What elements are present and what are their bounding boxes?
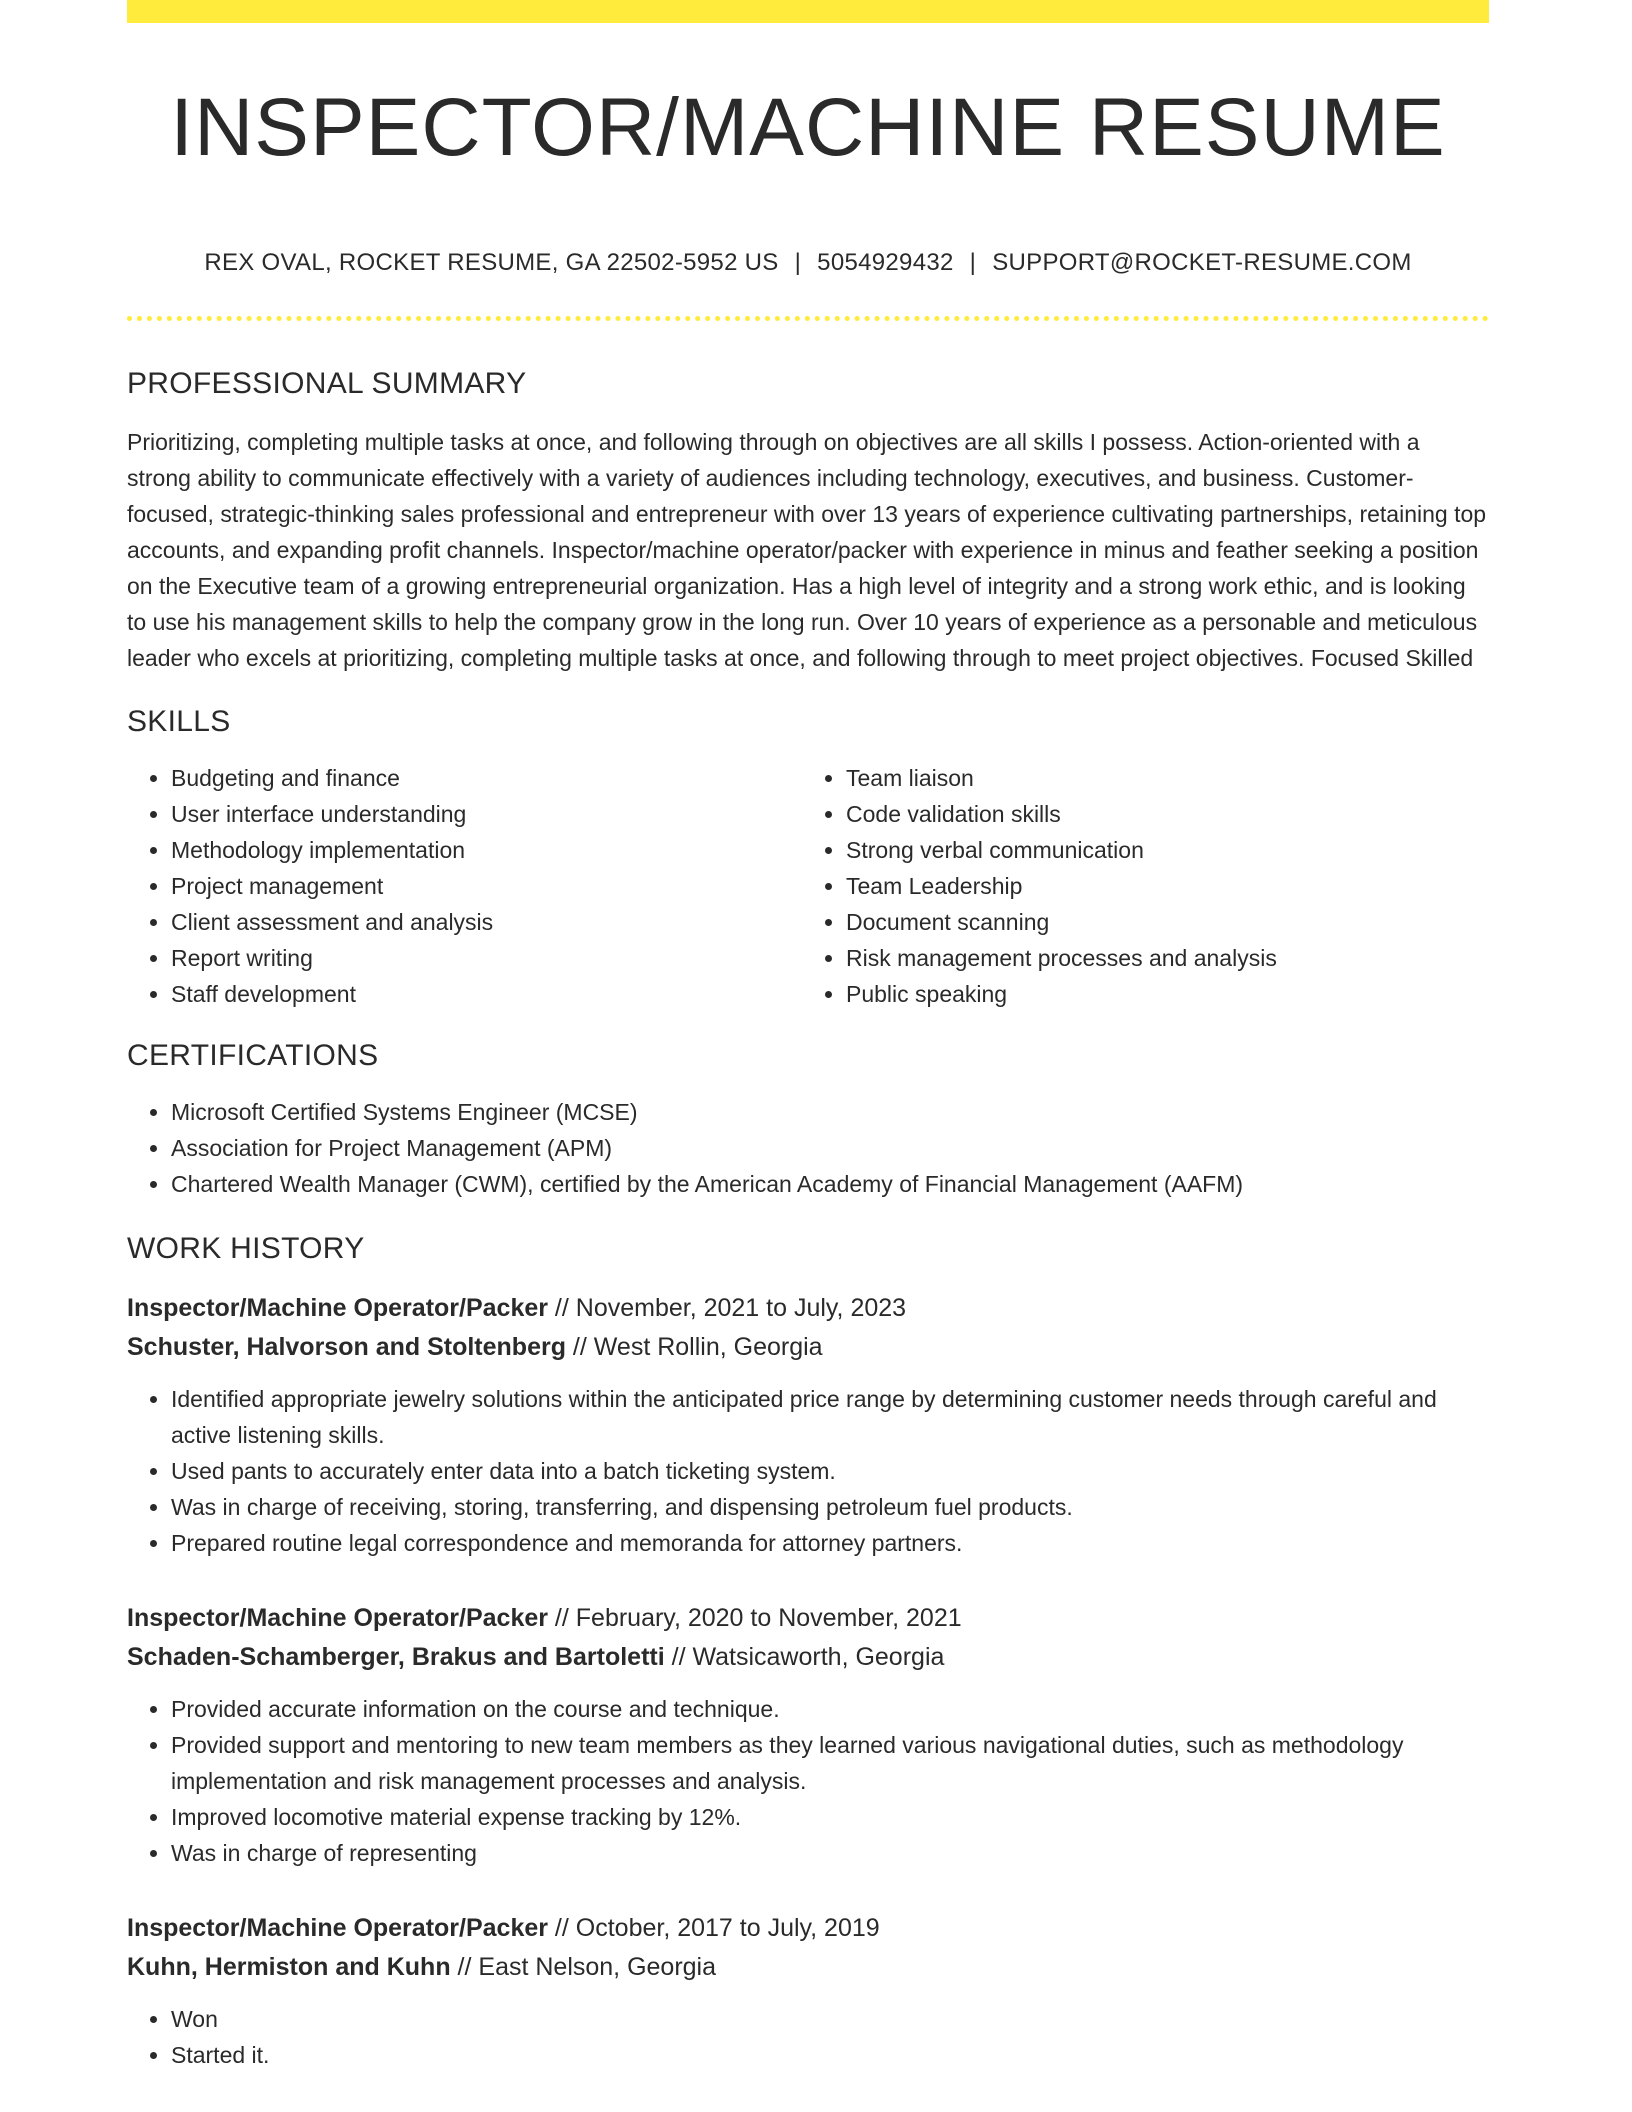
skill-item: • Document scanning xyxy=(846,904,1477,940)
skill-item: • Team liaison xyxy=(846,760,1477,796)
job-dates: // November, 2021 to July, 2023 xyxy=(547,1294,907,1322)
skill-item: • Team Leadership xyxy=(846,868,1477,904)
job-location: // West Rollin, Georgia xyxy=(565,1333,823,1361)
skill-item: • Risk management processes and analysis xyxy=(846,940,1477,976)
skill-item: • Code validation skills xyxy=(846,796,1477,832)
certifications-list xyxy=(127,1094,1489,1202)
certification-item: • Microsoft Certified Systems Engineer (MCSE) xyxy=(171,1094,1489,1130)
job-bullet: • Was in charge of representing xyxy=(171,1835,1489,1871)
skills-list xyxy=(127,760,1489,1012)
contact-separator: | xyxy=(969,249,977,276)
job-company: Schaden-Schamberger, Brakus and Bartoletti xyxy=(127,1643,665,1671)
job-company: Schuster, Halvorson and Stoltenberg xyxy=(127,1333,566,1361)
job-bullet: • Improved locomotive material expense tracking by 12%. xyxy=(171,1799,1489,1835)
certifications-heading: CERTIFICATIONS xyxy=(127,1039,379,1072)
skill-item: • Budgeting and finance xyxy=(171,760,802,796)
skills-column-left xyxy=(127,760,802,1012)
skill-item: • Methodology implementation xyxy=(171,832,802,868)
job-role-line xyxy=(127,1599,1489,1638)
skill-item: • User interface understanding xyxy=(171,796,802,832)
contact-address: REX OVAL, ROCKET RESUME, GA 22502-5952 US xyxy=(204,249,779,276)
contact-email: SUPPORT@ROCKET-RESUME.COM xyxy=(992,249,1412,276)
skills-column-right xyxy=(802,760,1477,1012)
job-company-line xyxy=(127,1328,1489,1367)
job-bullets xyxy=(127,1381,1489,1561)
certification-item: • Chartered Wealth Manager (CWM), certified by the American Academy of Financial Management (AAFM) xyxy=(171,1166,1489,1202)
summary-heading: PROFESSIONAL SUMMARY xyxy=(127,367,527,400)
job-bullet: • Prepared routine legal correspondence and memoranda for attorney partners. xyxy=(171,1525,1489,1561)
work-history-heading: WORK HISTORY xyxy=(127,1232,365,1265)
job-bullet: • Provided support and mentoring to new team members as they learned various navigational duties, such as methodology implementation and risk management processes and analysis. xyxy=(171,1727,1489,1799)
skill-item: • Client assessment and analysis xyxy=(171,904,802,940)
contact-line xyxy=(127,248,1489,278)
job-bullet: • Identified appropriate jewelry solutions within the anticipated price range by determining customer needs through careful and active listening skills. xyxy=(171,1381,1489,1453)
job-role: Inspector/Machine Operator/Packer xyxy=(127,1294,548,1322)
resume-content xyxy=(127,0,1489,2073)
job-location: // East Nelson, Georgia xyxy=(450,1953,717,1981)
skill-item: • Project management xyxy=(171,868,802,904)
job-company-line xyxy=(127,1638,1489,1677)
resume-title: INSPECTOR/MACHINE RESUME xyxy=(170,82,1446,173)
skill-item: • Strong verbal communication xyxy=(846,832,1477,868)
job-bullets xyxy=(127,1691,1489,1871)
job-bullet: • Used pants to accurately enter data into a batch ticketing system. xyxy=(171,1453,1489,1489)
skill-item: • Public speaking xyxy=(846,976,1477,1012)
job-entry xyxy=(127,1599,1489,1871)
job-role-line xyxy=(127,1909,1489,1948)
job-entry xyxy=(127,1289,1489,1561)
job-role: Inspector/Machine Operator/Packer xyxy=(127,1914,548,1942)
dotted-divider xyxy=(127,316,1489,321)
job-entry xyxy=(127,1909,1489,2073)
contact-phone: 5054929432 xyxy=(817,249,954,276)
job-bullet: • Provided accurate information on the course and technique. xyxy=(171,1691,1489,1727)
job-dates: // February, 2020 to November, 2021 xyxy=(547,1604,962,1632)
certification-item: • Association for Project Management (APM) xyxy=(171,1130,1489,1166)
job-bullet: • Was in charge of receiving, storing, transferring, and dispensing petroleum fuel products. xyxy=(171,1489,1489,1525)
summary-text: Prioritizing, completing multiple tasks at once, and following through on objectives are all skills I possess. Action-oriented with a strong ability to communicate effectively with a variety of audiences including technology, executives, and business. Customer-focused, strategic-thinking sales professional and entrepreneur with over 13 years of experience cultivating partnerships, retaining top accounts, and expanding profit channels. Inspector/machine operator/packer with experience in minus and feather seeking a position on the Executive team of a growing entrepreneurial organization. Has a high level of integrity and a strong work ethic, and is looking to use his management skills to help the company grow in the long run. Over 10 years of experience as a personable and meticulous leader who excels at prioritizing, completing multiple tasks at once, and following through to meet project objectives. Focused Skilled xyxy=(127,429,1487,671)
job-company: Kuhn, Hermiston and Kuhn xyxy=(127,1953,451,1981)
job-bullet: • Won xyxy=(171,2001,1489,2037)
job-dates: // October, 2017 to July, 2019 xyxy=(547,1914,880,1942)
contact-separator: | xyxy=(794,249,802,276)
job-role: Inspector/Machine Operator/Packer xyxy=(127,1604,548,1632)
skill-item: • Staff development xyxy=(171,976,802,1012)
job-bullets xyxy=(127,2001,1489,2073)
skills-heading: SKILLS xyxy=(127,705,231,738)
skill-item: • Report writing xyxy=(171,940,802,976)
job-company-line xyxy=(127,1948,1489,1987)
job-role-line xyxy=(127,1289,1489,1328)
job-bullet: • Started it. xyxy=(171,2037,1489,2073)
job-location: // Watsicaworth, Georgia xyxy=(664,1643,945,1671)
